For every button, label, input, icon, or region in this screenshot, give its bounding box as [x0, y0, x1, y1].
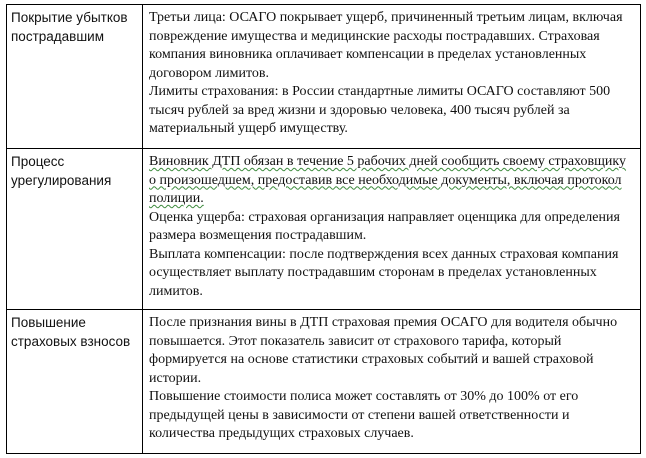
row-label: Покрытие убытков пострадавшим	[11, 10, 128, 44]
paragraph-damage-assessment: Оценка ущерба: страховая организация направляет оценщика для определения размера возмещения пострадавшим.	[149, 209, 620, 243]
table-row	[7, 149, 641, 310]
paragraph-policy-cost-increase: Повышение стоимости полиса может составлять от 30% до 100% от его предыдущей цены в зависимости от степени вашей ответственности и количества предыдущих страховых случаев.	[149, 389, 579, 441]
row-label-cell	[7, 310, 143, 454]
table-row	[7, 5, 641, 149]
paragraph-limits: Лимиты страхования: в России стандартные лимиты ОСАГО составляют 500 тысяч рублей за вред жизни и здоровью человека, 400 тысяч рублей за материальный ущерб имуществу.	[149, 84, 611, 136]
row-label-cell	[7, 149, 143, 310]
paragraph-compensation-payment: Выплата компенсации: после подтверждения всех данных страховая компания осуществляет выплату пострадавшим сторонам в пределах установленных лимитов.	[149, 246, 619, 299]
paragraph-third-parties: Третьи лица: ОСАГО покрывает ущерб, причиненный третьим лицам, включая повреждение имущества и медицинские расходы пострадавших. Страховая компания виновника оплачивает компенсации в пределах установленных договором лимитов.	[149, 10, 623, 81]
row-content-cell	[143, 310, 641, 454]
row-label: Повышение страховых взносов	[11, 315, 131, 349]
paragraph-premium-increase: После признания вины в ДТП страховая премия ОСАГО для водителя обычно повышается. Этот показатель зависит от страхового тарифа, который формируется на основе статистики страховых событий и вашей страховой истории.	[149, 315, 618, 386]
row-content-cell	[143, 5, 641, 149]
row-content-cell	[143, 149, 641, 310]
insurance-info-table	[6, 4, 641, 454]
row-label: Процесс урегулирования	[11, 154, 112, 188]
table-row	[7, 310, 641, 454]
row-label-cell	[7, 5, 143, 149]
paragraph-notification: Виновник ДТП обязан в течение 5 рабочих дней сообщить своему страховщику о произошедшем, предоставив все необходимые документы, включая протокол полиции.	[149, 154, 627, 206]
